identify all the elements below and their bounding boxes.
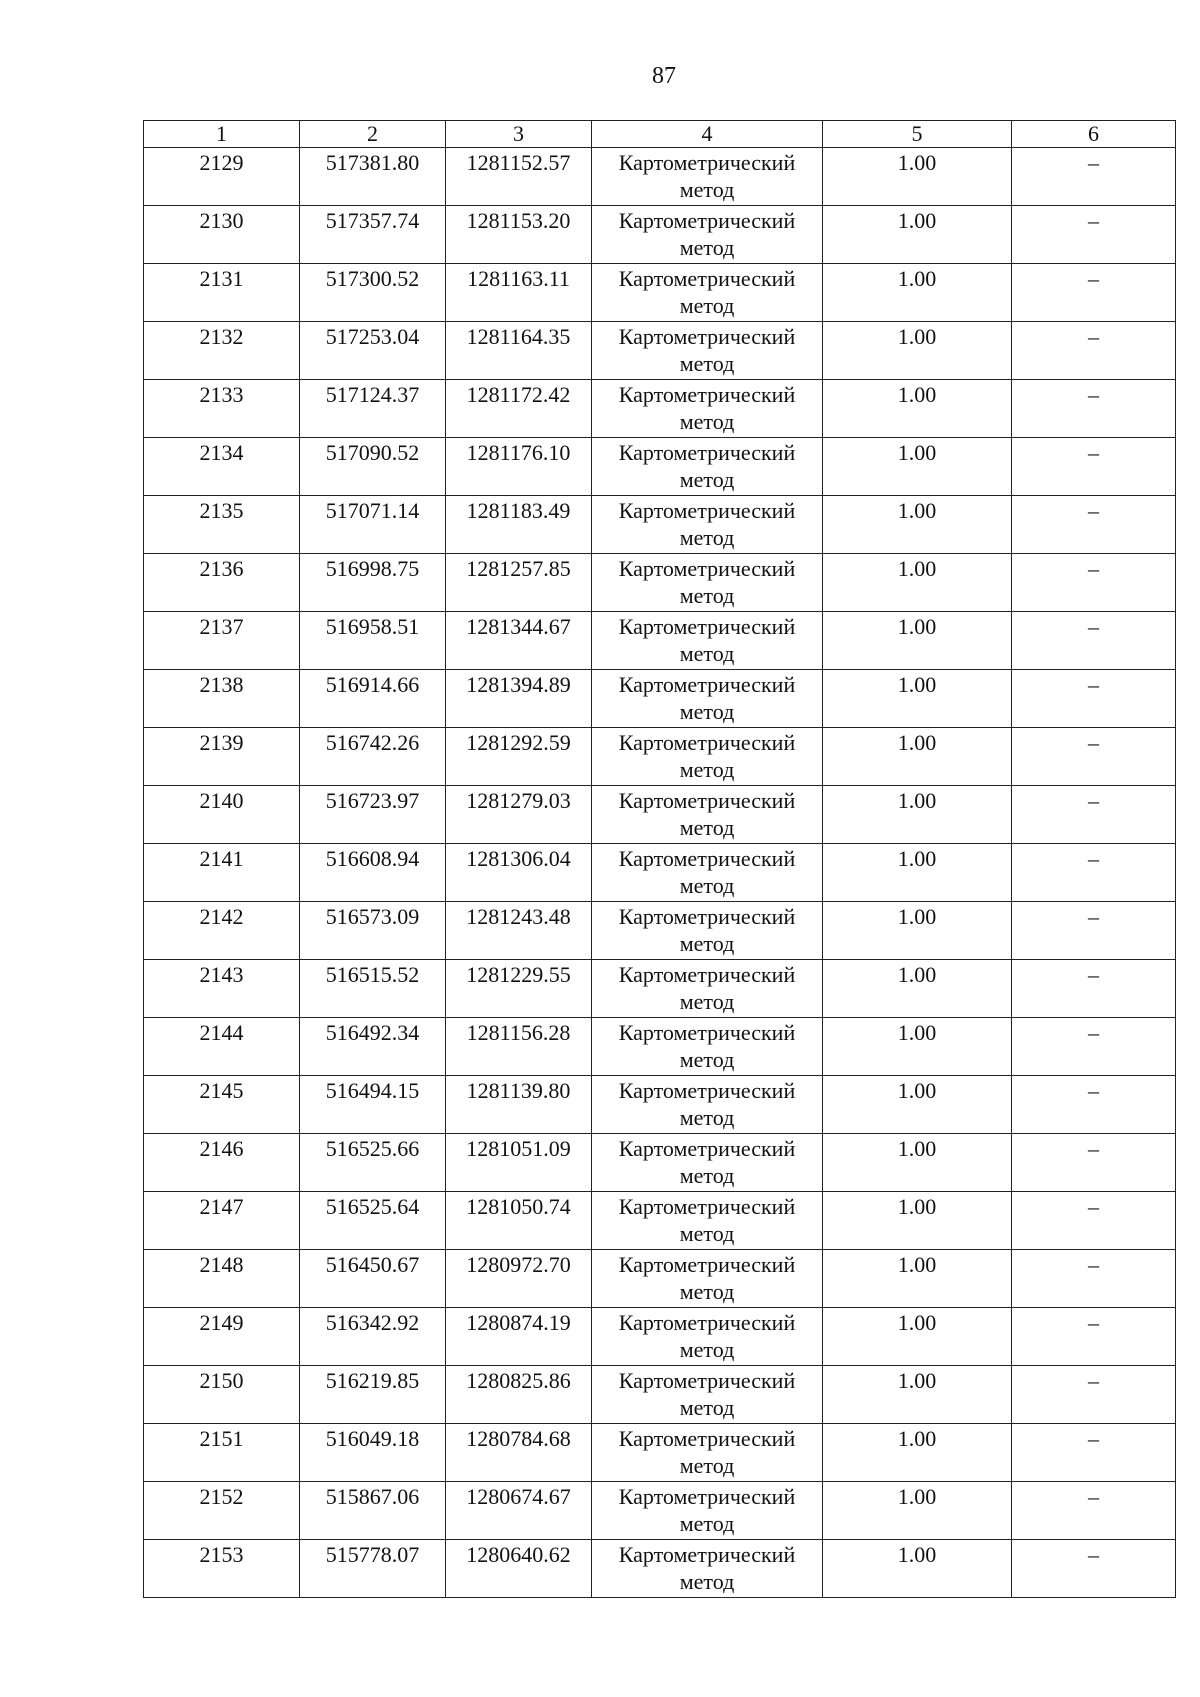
note-cell: – bbox=[1012, 322, 1176, 380]
method-line-2: метод bbox=[679, 1221, 735, 1246]
accuracy-cell: 1.00 bbox=[823, 1308, 1012, 1366]
note-cell: – bbox=[1012, 844, 1176, 902]
y-coordinate-cell: 1281164.35 bbox=[446, 322, 592, 380]
note-cell: – bbox=[1012, 670, 1176, 728]
x-coordinate-cell: 516958.51 bbox=[300, 612, 446, 670]
y-coordinate-cell: 1281344.67 bbox=[446, 612, 592, 670]
method-line-1: Картометрический bbox=[618, 324, 796, 349]
x-coordinate-cell: 516525.66 bbox=[300, 1134, 446, 1192]
note-cell: – bbox=[1012, 1424, 1176, 1482]
point-number-cell: 2139 bbox=[144, 728, 300, 786]
table-row bbox=[144, 496, 1176, 554]
y-coordinate-cell: 1280640.62 bbox=[446, 1540, 592, 1598]
method-line-1: Картометрический bbox=[618, 1542, 796, 1567]
accuracy-cell: 1.00 bbox=[823, 728, 1012, 786]
method-line-2: метод bbox=[679, 293, 735, 318]
table-row bbox=[144, 148, 1176, 206]
point-number-cell: 2138 bbox=[144, 670, 300, 728]
x-coordinate-cell: 517071.14 bbox=[300, 496, 446, 554]
accuracy-cell: 1.00 bbox=[823, 670, 1012, 728]
point-number-cell: 2144 bbox=[144, 1018, 300, 1076]
note-cell: – bbox=[1012, 1192, 1176, 1250]
header-col-1: 1 bbox=[144, 121, 300, 148]
x-coordinate-cell: 516492.34 bbox=[300, 1018, 446, 1076]
table-row bbox=[144, 1366, 1176, 1424]
point-number-cell: 2152 bbox=[144, 1482, 300, 1540]
accuracy-cell: 1.00 bbox=[823, 960, 1012, 1018]
accuracy-cell: 1.00 bbox=[823, 322, 1012, 380]
y-coordinate-cell: 1281163.11 bbox=[446, 264, 592, 322]
method-line-2: метод bbox=[679, 351, 735, 376]
point-number-cell: 2130 bbox=[144, 206, 300, 264]
x-coordinate-cell: 516342.92 bbox=[300, 1308, 446, 1366]
accuracy-cell: 1.00 bbox=[823, 148, 1012, 206]
table-row bbox=[144, 264, 1176, 322]
method-line-1: Картометрический bbox=[618, 382, 796, 407]
y-coordinate-cell: 1280972.70 bbox=[446, 1250, 592, 1308]
table-row bbox=[144, 1250, 1176, 1308]
point-number-cell: 2150 bbox=[144, 1366, 300, 1424]
method-line-2: метод bbox=[679, 699, 735, 724]
method-line-1: Картометрический bbox=[618, 1368, 796, 1393]
accuracy-cell: 1.00 bbox=[823, 1192, 1012, 1250]
method-line-1: Картометрический bbox=[618, 266, 796, 291]
method-cell bbox=[592, 380, 823, 438]
method-line-1: Картометрический bbox=[618, 730, 796, 755]
y-coordinate-cell: 1281156.28 bbox=[446, 1018, 592, 1076]
method-line-1: Картометрический bbox=[618, 208, 796, 233]
header-col-6: 6 bbox=[1012, 121, 1176, 148]
y-coordinate-cell: 1281050.74 bbox=[446, 1192, 592, 1250]
method-line-1: Картометрический bbox=[618, 1252, 796, 1277]
accuracy-cell: 1.00 bbox=[823, 1076, 1012, 1134]
table-row bbox=[144, 1482, 1176, 1540]
point-number-cell: 2142 bbox=[144, 902, 300, 960]
method-cell bbox=[592, 1134, 823, 1192]
y-coordinate-cell: 1281176.10 bbox=[446, 438, 592, 496]
point-number-cell: 2151 bbox=[144, 1424, 300, 1482]
method-cell bbox=[592, 1482, 823, 1540]
method-cell bbox=[592, 206, 823, 264]
method-line-1: Картометрический bbox=[618, 1136, 796, 1161]
point-number-cell: 2133 bbox=[144, 380, 300, 438]
y-coordinate-cell: 1281279.03 bbox=[446, 786, 592, 844]
method-cell bbox=[592, 1308, 823, 1366]
table-row bbox=[144, 1308, 1176, 1366]
note-cell: – bbox=[1012, 1366, 1176, 1424]
note-cell: – bbox=[1012, 1018, 1176, 1076]
x-coordinate-cell: 516049.18 bbox=[300, 1424, 446, 1482]
point-number-cell: 2147 bbox=[144, 1192, 300, 1250]
y-coordinate-cell: 1281257.85 bbox=[446, 554, 592, 612]
point-number-cell: 2135 bbox=[144, 496, 300, 554]
method-line-2: метод bbox=[679, 235, 735, 260]
method-cell bbox=[592, 496, 823, 554]
y-coordinate-cell: 1281152.57 bbox=[446, 148, 592, 206]
point-number-cell: 2143 bbox=[144, 960, 300, 1018]
note-cell: – bbox=[1012, 960, 1176, 1018]
table-row bbox=[144, 322, 1176, 380]
table-row bbox=[144, 1540, 1176, 1598]
y-coordinate-cell: 1281292.59 bbox=[446, 728, 592, 786]
table-row bbox=[144, 902, 1176, 960]
table-body bbox=[144, 148, 1176, 1598]
page-number: 87 bbox=[652, 63, 676, 89]
note-cell: – bbox=[1012, 1482, 1176, 1540]
method-cell bbox=[592, 670, 823, 728]
y-coordinate-cell: 1280674.67 bbox=[446, 1482, 592, 1540]
accuracy-cell: 1.00 bbox=[823, 1540, 1012, 1598]
method-cell bbox=[592, 960, 823, 1018]
accuracy-cell: 1.00 bbox=[823, 1424, 1012, 1482]
y-coordinate-cell: 1281306.04 bbox=[446, 844, 592, 902]
method-line-2: метод bbox=[679, 1395, 735, 1420]
x-coordinate-cell: 517124.37 bbox=[300, 380, 446, 438]
note-cell: – bbox=[1012, 264, 1176, 322]
note-cell: – bbox=[1012, 1134, 1176, 1192]
point-number-cell: 2148 bbox=[144, 1250, 300, 1308]
point-number-cell: 2146 bbox=[144, 1134, 300, 1192]
point-number-cell: 2141 bbox=[144, 844, 300, 902]
x-coordinate-cell: 516998.75 bbox=[300, 554, 446, 612]
note-cell: – bbox=[1012, 728, 1176, 786]
y-coordinate-cell: 1280784.68 bbox=[446, 1424, 592, 1482]
note-cell: – bbox=[1012, 380, 1176, 438]
note-cell: – bbox=[1012, 902, 1176, 960]
accuracy-cell: 1.00 bbox=[823, 1482, 1012, 1540]
accuracy-cell: 1.00 bbox=[823, 380, 1012, 438]
method-cell bbox=[592, 438, 823, 496]
method-cell bbox=[592, 264, 823, 322]
method-line-2: метод bbox=[679, 1511, 735, 1536]
method-line-2: метод bbox=[679, 467, 735, 492]
y-coordinate-cell: 1281051.09 bbox=[446, 1134, 592, 1192]
note-cell: – bbox=[1012, 1250, 1176, 1308]
accuracy-cell: 1.00 bbox=[823, 902, 1012, 960]
x-coordinate-cell: 517090.52 bbox=[300, 438, 446, 496]
method-cell bbox=[592, 1366, 823, 1424]
note-cell: – bbox=[1012, 612, 1176, 670]
method-cell bbox=[592, 322, 823, 380]
x-coordinate-cell: 517253.04 bbox=[300, 322, 446, 380]
point-number-cell: 2132 bbox=[144, 322, 300, 380]
header-row bbox=[144, 121, 1176, 148]
point-number-cell: 2149 bbox=[144, 1308, 300, 1366]
table-row bbox=[144, 1192, 1176, 1250]
accuracy-cell: 1.00 bbox=[823, 612, 1012, 670]
coordinates-table bbox=[143, 120, 1176, 1598]
method-line-1: Картометрический bbox=[618, 614, 796, 639]
note-cell: – bbox=[1012, 1540, 1176, 1598]
point-number-cell: 2145 bbox=[144, 1076, 300, 1134]
note-cell: – bbox=[1012, 1076, 1176, 1134]
y-coordinate-cell: 1281243.48 bbox=[446, 902, 592, 960]
method-line-2: метод bbox=[679, 1279, 735, 1304]
accuracy-cell: 1.00 bbox=[823, 844, 1012, 902]
accuracy-cell: 1.00 bbox=[823, 1366, 1012, 1424]
note-cell: – bbox=[1012, 496, 1176, 554]
header-col-4: 4 bbox=[592, 121, 823, 148]
method-cell bbox=[592, 612, 823, 670]
method-cell bbox=[592, 1076, 823, 1134]
table-row bbox=[144, 206, 1176, 264]
x-coordinate-cell: 516914.66 bbox=[300, 670, 446, 728]
header-col-3: 3 bbox=[446, 121, 592, 148]
note-cell: – bbox=[1012, 438, 1176, 496]
method-line-1: Картометрический bbox=[618, 788, 796, 813]
point-number-cell: 2129 bbox=[144, 148, 300, 206]
table-row bbox=[144, 786, 1176, 844]
table-row bbox=[144, 844, 1176, 902]
method-line-1: Картометрический bbox=[618, 904, 796, 929]
x-coordinate-cell: 517357.74 bbox=[300, 206, 446, 264]
note-cell: – bbox=[1012, 148, 1176, 206]
method-line-2: метод bbox=[679, 1047, 735, 1072]
method-line-2: метод bbox=[679, 641, 735, 666]
point-number-cell: 2134 bbox=[144, 438, 300, 496]
point-number-cell: 2136 bbox=[144, 554, 300, 612]
table-row bbox=[144, 438, 1176, 496]
x-coordinate-cell: 516515.52 bbox=[300, 960, 446, 1018]
method-line-1: Картометрический bbox=[618, 672, 796, 697]
point-number-cell: 2131 bbox=[144, 264, 300, 322]
x-coordinate-cell: 516723.97 bbox=[300, 786, 446, 844]
x-coordinate-cell: 515867.06 bbox=[300, 1482, 446, 1540]
method-line-2: метод bbox=[679, 1105, 735, 1130]
table-header bbox=[144, 121, 1176, 148]
table-row bbox=[144, 1134, 1176, 1192]
y-coordinate-cell: 1281172.42 bbox=[446, 380, 592, 438]
y-coordinate-cell: 1281153.20 bbox=[446, 206, 592, 264]
accuracy-cell: 1.00 bbox=[823, 1134, 1012, 1192]
method-cell bbox=[592, 1540, 823, 1598]
y-coordinate-cell: 1280825.86 bbox=[446, 1366, 592, 1424]
note-cell: – bbox=[1012, 206, 1176, 264]
table-row bbox=[144, 1424, 1176, 1482]
x-coordinate-cell: 517300.52 bbox=[300, 264, 446, 322]
table-row bbox=[144, 554, 1176, 612]
method-line-1: Картометрический bbox=[618, 556, 796, 581]
accuracy-cell: 1.00 bbox=[823, 786, 1012, 844]
method-cell bbox=[592, 786, 823, 844]
method-line-1: Картометрический bbox=[618, 150, 796, 175]
note-cell: – bbox=[1012, 1308, 1176, 1366]
method-cell bbox=[592, 148, 823, 206]
x-coordinate-cell: 516494.15 bbox=[300, 1076, 446, 1134]
x-coordinate-cell: 516573.09 bbox=[300, 902, 446, 960]
y-coordinate-cell: 1281183.49 bbox=[446, 496, 592, 554]
method-cell bbox=[592, 1192, 823, 1250]
header-col-5: 5 bbox=[823, 121, 1012, 148]
table-row bbox=[144, 380, 1176, 438]
header-col-2: 2 bbox=[300, 121, 446, 148]
table-row bbox=[144, 670, 1176, 728]
method-cell bbox=[592, 554, 823, 612]
method-line-2: метод bbox=[679, 757, 735, 782]
method-cell bbox=[592, 1424, 823, 1482]
y-coordinate-cell: 1281139.80 bbox=[446, 1076, 592, 1134]
x-coordinate-cell: 515778.07 bbox=[300, 1540, 446, 1598]
method-line-2: метод bbox=[679, 815, 735, 840]
x-coordinate-cell: 516219.85 bbox=[300, 1366, 446, 1424]
method-line-2: метод bbox=[679, 1163, 735, 1188]
x-coordinate-cell: 516742.26 bbox=[300, 728, 446, 786]
x-coordinate-cell: 516450.67 bbox=[300, 1250, 446, 1308]
accuracy-cell: 1.00 bbox=[823, 264, 1012, 322]
method-line-1: Картометрический bbox=[618, 1194, 796, 1219]
method-line-2: метод bbox=[679, 525, 735, 550]
method-line-1: Картометрический bbox=[618, 1484, 796, 1509]
method-line-1: Картометрический bbox=[618, 1310, 796, 1335]
y-coordinate-cell: 1281394.89 bbox=[446, 670, 592, 728]
accuracy-cell: 1.00 bbox=[823, 496, 1012, 554]
method-line-2: метод bbox=[679, 931, 735, 956]
method-cell bbox=[592, 902, 823, 960]
y-coordinate-cell: 1280874.19 bbox=[446, 1308, 592, 1366]
accuracy-cell: 1.00 bbox=[823, 1250, 1012, 1308]
y-coordinate-cell: 1281229.55 bbox=[446, 960, 592, 1018]
method-line-2: метод bbox=[679, 583, 735, 608]
method-line-2: метод bbox=[679, 989, 735, 1014]
point-number-cell: 2140 bbox=[144, 786, 300, 844]
note-cell: – bbox=[1012, 554, 1176, 612]
method-line-2: метод bbox=[679, 177, 735, 202]
method-cell bbox=[592, 1018, 823, 1076]
accuracy-cell: 1.00 bbox=[823, 438, 1012, 496]
table-row bbox=[144, 1018, 1176, 1076]
method-line-2: метод bbox=[679, 1569, 735, 1594]
table-row bbox=[144, 728, 1176, 786]
method-line-1: Картометрический bbox=[618, 962, 796, 987]
x-coordinate-cell: 516525.64 bbox=[300, 1192, 446, 1250]
method-cell bbox=[592, 728, 823, 786]
note-cell: – bbox=[1012, 786, 1176, 844]
table-row bbox=[144, 1076, 1176, 1134]
accuracy-cell: 1.00 bbox=[823, 206, 1012, 264]
method-line-2: метод bbox=[679, 873, 735, 898]
method-line-2: метод bbox=[679, 1337, 735, 1362]
point-number-cell: 2153 bbox=[144, 1540, 300, 1598]
method-line-1: Картометрический bbox=[618, 1426, 796, 1451]
method-line-1: Картометрический bbox=[618, 498, 796, 523]
table-row bbox=[144, 612, 1176, 670]
point-number-cell: 2137 bbox=[144, 612, 300, 670]
accuracy-cell: 1.00 bbox=[823, 1018, 1012, 1076]
method-line-2: метод bbox=[679, 1453, 735, 1478]
method-line-1: Картометрический bbox=[618, 440, 796, 465]
method-line-2: метод bbox=[679, 409, 735, 434]
table-row bbox=[144, 960, 1176, 1018]
x-coordinate-cell: 516608.94 bbox=[300, 844, 446, 902]
method-cell bbox=[592, 1250, 823, 1308]
accuracy-cell: 1.00 bbox=[823, 554, 1012, 612]
method-line-1: Картометрический bbox=[618, 1020, 796, 1045]
method-line-1: Картометрический bbox=[618, 846, 796, 871]
method-cell bbox=[592, 844, 823, 902]
x-coordinate-cell: 517381.80 bbox=[300, 148, 446, 206]
method-line-1: Картометрический bbox=[618, 1078, 796, 1103]
